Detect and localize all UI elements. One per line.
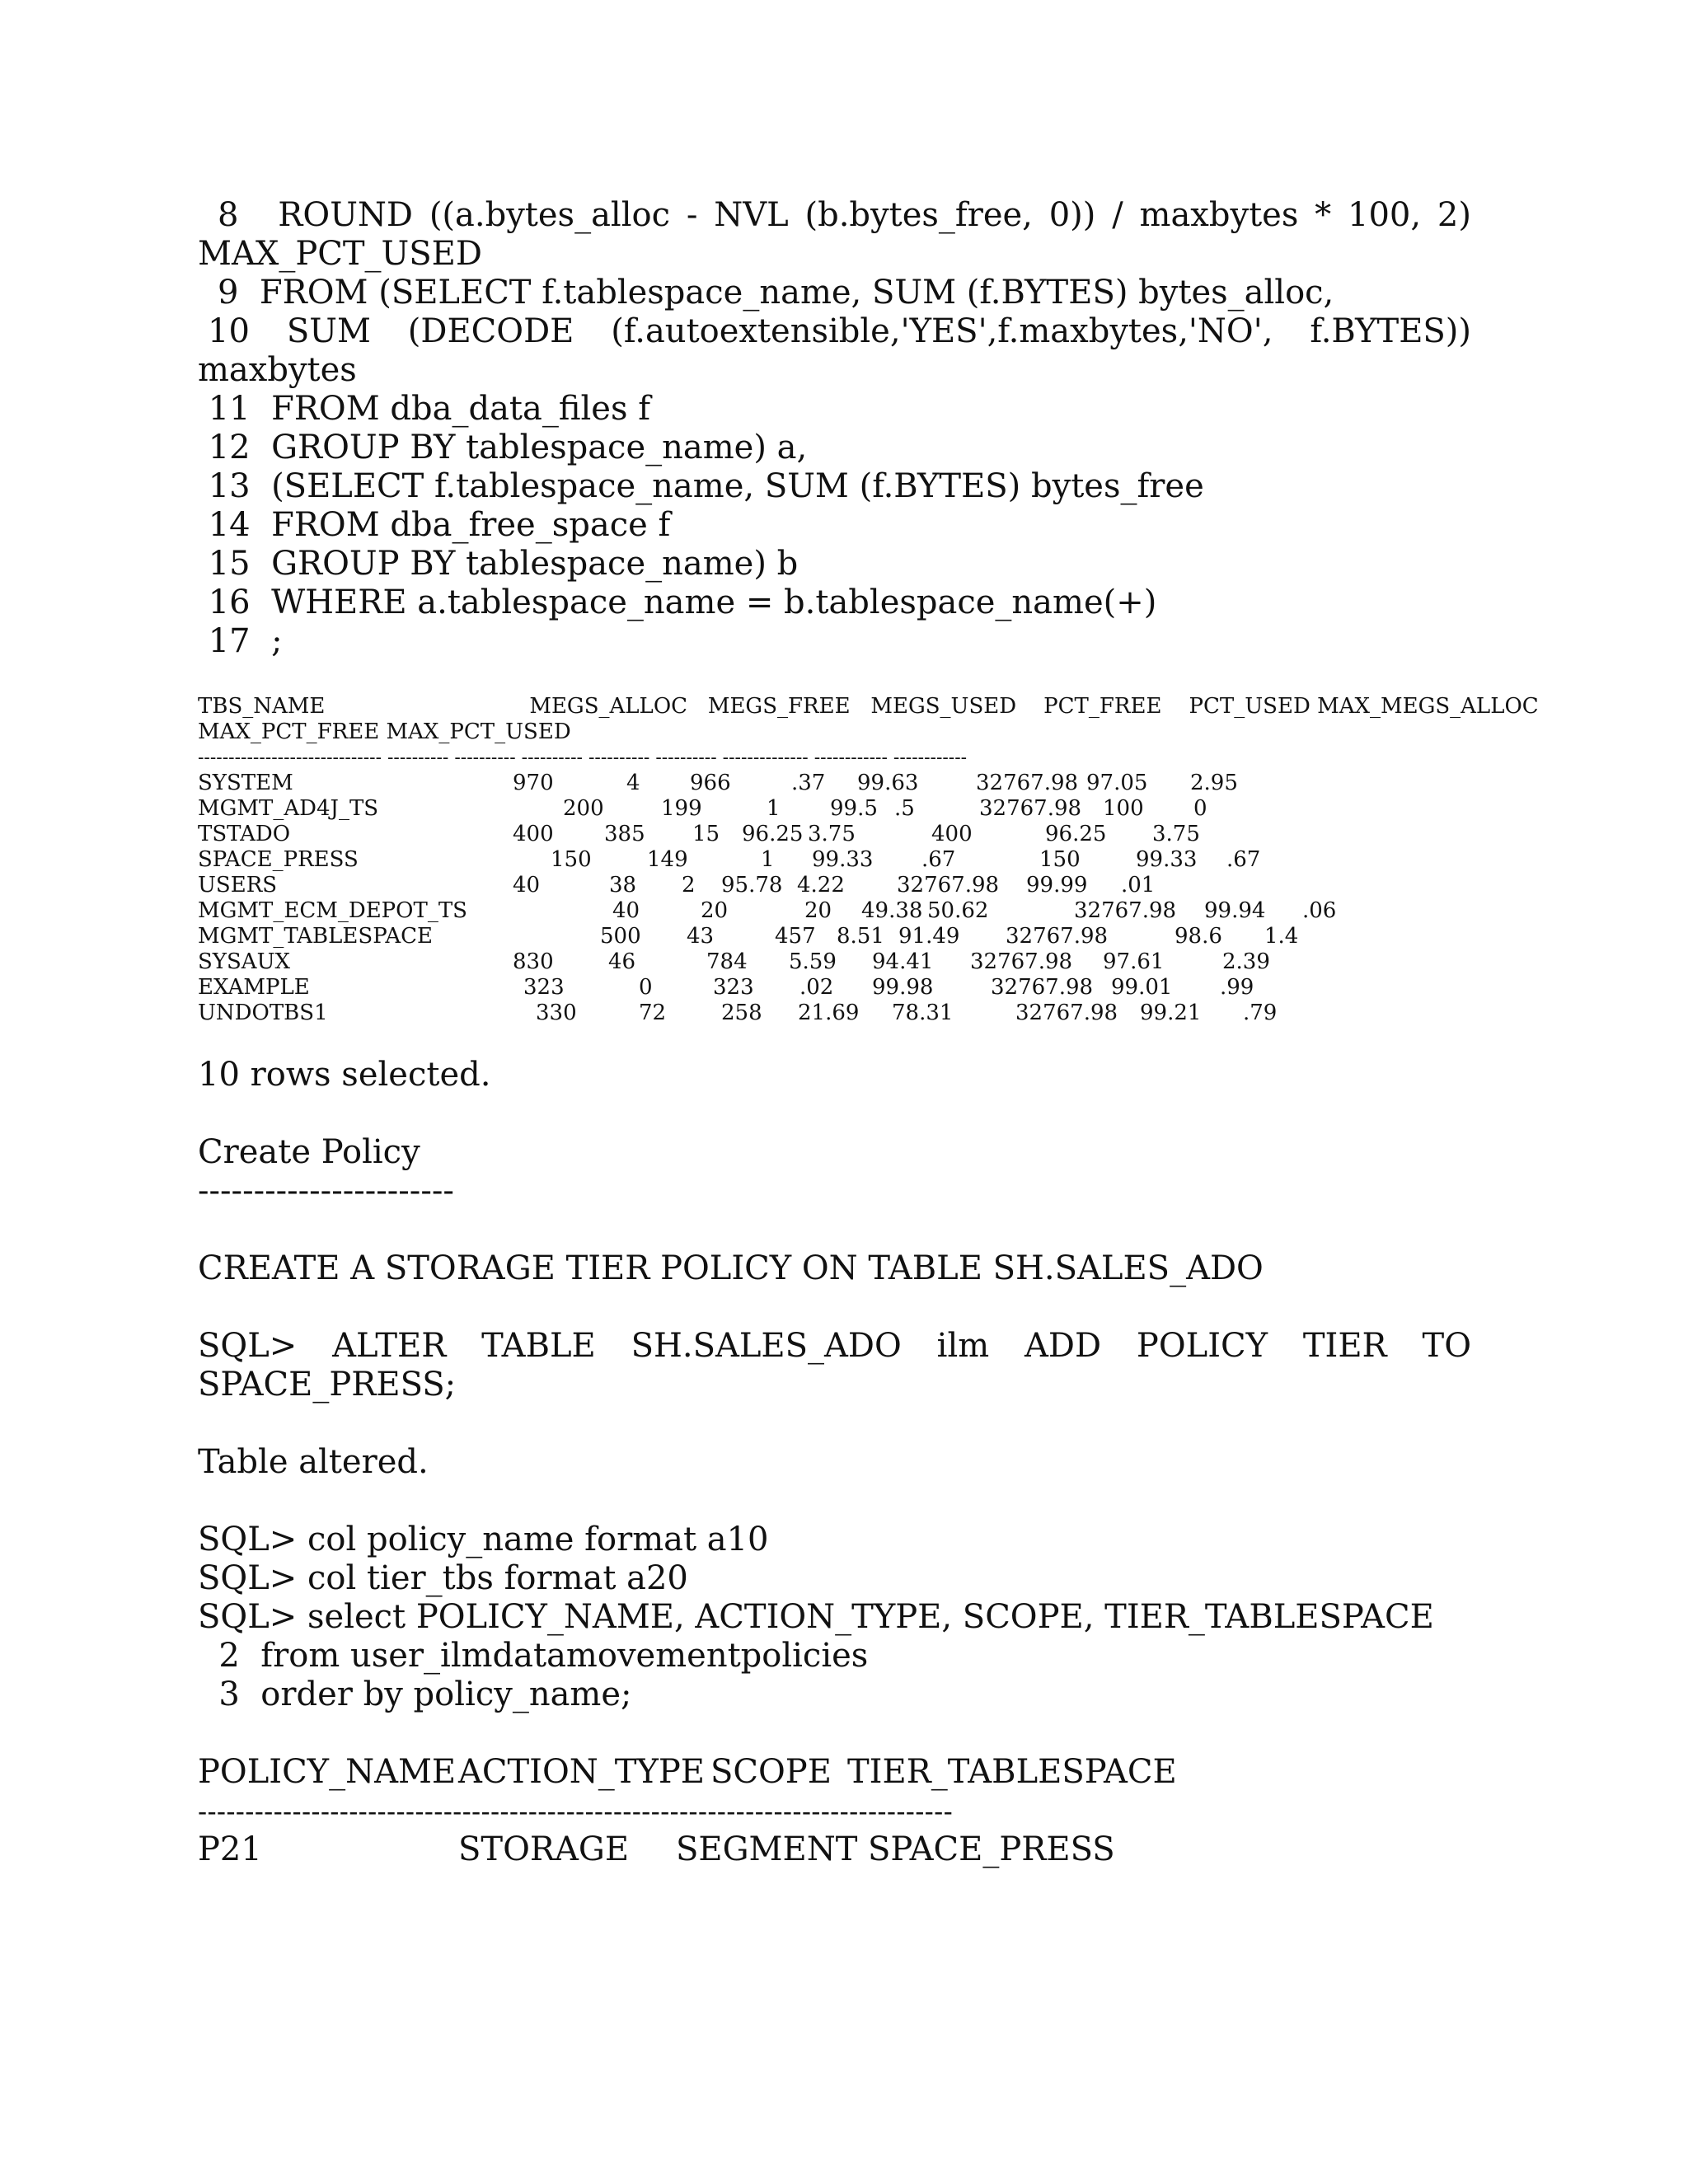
- sql-line-10: 10 SUM (DECODE (f.autoextensible,'YES',f.maxbytes,'NO', f.BYTES)): [208, 312, 1471, 350]
- cell-value: 32767.98: [979, 796, 1082, 821]
- cell-value: 96.25: [1045, 822, 1107, 846]
- cell-value: 32767.98: [976, 771, 1079, 795]
- cell-value: 830: [513, 949, 554, 974]
- cell-value: 966: [690, 771, 731, 795]
- cell-value: 400: [513, 822, 554, 846]
- cell-value: 49.38: [861, 898, 923, 923]
- cell-value: .67: [1226, 847, 1261, 872]
- sql-line-9: 9 FROM (SELECT f.tablespace_name, SUM (f.BYTES) bytes_alloc,: [218, 274, 1334, 312]
- cell-value: .06: [1302, 898, 1337, 923]
- cell-value: 20: [701, 898, 729, 923]
- cell-value: 200: [563, 796, 604, 821]
- cell-value: 258: [721, 1001, 762, 1025]
- document-page: [198, 196, 1539, 1869]
- cell-value: 72: [639, 1001, 667, 1025]
- cell-value: .01: [1121, 873, 1156, 898]
- alter-result: Table altered.: [198, 1443, 429, 1481]
- table-header-line-1: TBS_NAME MEGS_ALLOC MEGS_FREE MEGS_USED PCT_FREE PCT_USED MAX_MEGS_ALLOC: [198, 694, 1539, 719]
- cell-tbs-name: MGMT_TABLESPACE: [198, 924, 433, 949]
- cell-value: 78.31: [892, 1001, 954, 1025]
- cell-tbs-name: EXAMPLE: [198, 975, 310, 1000]
- cell-value: 99.98: [872, 975, 934, 1000]
- section-title: Create Policy: [198, 1133, 420, 1171]
- rows-selected-text: 10 rows selected.: [198, 1056, 491, 1094]
- cell-value: 99.99: [1026, 873, 1088, 898]
- cell-value: 96.25: [742, 822, 804, 846]
- cell-value: 15: [692, 822, 720, 846]
- sql-line: 3 order by policy_name;: [198, 1675, 632, 1713]
- cell-value: 323: [523, 975, 565, 1000]
- cell-value: 50.62: [927, 898, 989, 923]
- cell-value: 100: [1103, 796, 1144, 821]
- cell-value: 970: [513, 771, 554, 795]
- cell-value: 95.78: [721, 873, 783, 898]
- cell-value: 99.21: [1140, 1001, 1202, 1025]
- cell-value: 98.6: [1175, 924, 1222, 949]
- table-row: [198, 898, 1471, 924]
- cell-tbs-name: USERS: [198, 873, 278, 898]
- cell-value: .67: [921, 847, 956, 872]
- cell-value: 3.75: [1152, 822, 1200, 846]
- cell-value: 2: [682, 873, 696, 898]
- sql-line: SQL> select POLICY_NAME, ACTION_TYPE, SCOPE, TIER_TABLESPACE: [198, 1598, 1434, 1636]
- cell-value: 97.61: [1103, 949, 1165, 974]
- table-separator: ------------------------------ ---------- ---------- ---------- ---------- ---------- -------------- ------------ ------------: [198, 748, 968, 768]
- policy-table-header: [198, 1753, 1471, 1792]
- cell-value: .79: [1243, 1001, 1278, 1025]
- sql-line-17: 17 ;: [208, 622, 283, 660]
- cell-value: 32767.98: [991, 975, 1094, 1000]
- col-header-action-type: ACTION_TYPE: [458, 1753, 705, 1791]
- cell-value: 99.01: [1111, 975, 1173, 1000]
- sql-line-8: 8 ROUND ((a.bytes_alloc - NVL (b.bytes_free, 0)) / maxbytes * 100, 2): [218, 196, 1471, 234]
- table-body: [198, 771, 1471, 1026]
- col-header-tier-tablespace: TIER_TABLESPACE: [847, 1753, 1177, 1791]
- sql-line-15: 15 GROUP BY tablespace_name) b: [208, 545, 799, 583]
- table-row: [198, 949, 1471, 975]
- tablespace-table: [198, 694, 1539, 1026]
- cell-tbs-name: TSTADO: [198, 822, 291, 846]
- sql-line-16: 16 WHERE a.tablespace_name = b.tablespace_name(+): [208, 583, 1157, 621]
- cell-value: 91.49: [898, 924, 960, 949]
- cell-value: 4: [626, 771, 640, 795]
- cell-value: 199: [661, 796, 702, 821]
- section-underline: -----------------------: [198, 1172, 454, 1210]
- sql-line: 2 from user_ilmdatamovementpolicies: [198, 1637, 869, 1675]
- cell-value: 400: [931, 822, 973, 846]
- section-description: CREATE A STORAGE TIER POLICY ON TABLE SH.SALES_ADO: [198, 1249, 1264, 1287]
- cell-value: 1: [767, 796, 781, 821]
- table-row: [198, 771, 1471, 796]
- cell-tbs-name: MGMT_AD4J_TS: [198, 796, 379, 821]
- cell-value: 2.95: [1190, 771, 1238, 795]
- cell-value: 46: [608, 949, 636, 974]
- cell-value: .99: [1220, 975, 1254, 1000]
- cell-value: 43: [687, 924, 715, 949]
- alter-statement-line-1: SQL> ALTER TABLE SH.SALES_ADO ilm ADD POLICY TIER TO: [198, 1327, 1471, 1365]
- cell-value: 8.51: [837, 924, 884, 949]
- cell-value: 32767.98: [1074, 898, 1177, 923]
- cell-value: 457: [775, 924, 816, 949]
- policy-table-separator: --------------------------------------------------------------------------------: [198, 1795, 954, 1827]
- cell-value: 5.59: [789, 949, 837, 974]
- cell-value: .37: [791, 771, 826, 795]
- cell-tbs-name: MGMT_ECM_DEPOT_TS: [198, 898, 467, 923]
- cell-value: 99.94: [1204, 898, 1266, 923]
- cell-value: 2.39: [1222, 949, 1270, 974]
- cell-value: 149: [647, 847, 688, 872]
- cell-value: 330: [536, 1001, 577, 1025]
- cell-value: 32767.98: [1006, 924, 1109, 949]
- cell-value: 99.33: [812, 847, 874, 872]
- cell-tbs-name: UNDOTBS1: [198, 1001, 328, 1025]
- alter-statement-line-2: SPACE_PRESS;: [198, 1366, 457, 1404]
- cell-value: 150: [1039, 847, 1081, 872]
- table-row: [198, 1830, 1471, 1869]
- table-row: [198, 975, 1471, 1001]
- sql-listing-continued: [198, 196, 1471, 661]
- table-row: [198, 847, 1471, 873]
- cell-value: 38: [609, 873, 637, 898]
- cell-value: 0: [639, 975, 653, 1000]
- cell-value: 32767.98: [1015, 1001, 1118, 1025]
- cell-value: 97.05: [1086, 771, 1148, 795]
- cell-value: 40: [612, 898, 640, 923]
- sql-line: SQL> col policy_name format a10: [198, 1521, 769, 1558]
- cell-policy-name: P21: [198, 1830, 262, 1868]
- sql-line-10-cont: maxbytes: [198, 351, 357, 389]
- cell-tbs-name: SPACE_PRESS: [198, 847, 359, 872]
- cell-tbs-name: SYSAUX: [198, 949, 290, 974]
- cell-value: 94.41: [872, 949, 934, 974]
- cell-value: 323: [713, 975, 754, 1000]
- cell-value: .02: [799, 975, 834, 1000]
- cell-tier-tablespace: SPACE_PRESS: [868, 1830, 1115, 1868]
- cell-scope: SEGMENT: [676, 1830, 858, 1868]
- table-row: [198, 873, 1471, 898]
- cell-value: 1.4: [1264, 924, 1299, 949]
- cell-value: 99.63: [857, 771, 919, 795]
- cell-value: 4.22: [797, 873, 845, 898]
- table-row: [198, 1001, 1471, 1026]
- col-header-scope: SCOPE: [710, 1753, 832, 1791]
- cell-value: 385: [604, 822, 645, 846]
- cell-value: 40: [513, 873, 541, 898]
- cell-value: 3.75: [808, 822, 856, 846]
- table-row: [198, 822, 1471, 847]
- table-row: [198, 796, 1471, 822]
- table-row: [198, 924, 1471, 949]
- sql-line-13: 13 (SELECT f.tablespace_name, SUM (f.BYTES) bytes_free: [208, 467, 1204, 505]
- cell-value: 500: [600, 924, 641, 949]
- cell-value: 150: [551, 847, 592, 872]
- sql-line-12: 12 GROUP BY tablespace_name) a,: [208, 429, 808, 466]
- sql-line-11: 11 FROM dba_data_files f: [208, 390, 651, 428]
- sql-listing-policy-query: [198, 1521, 1471, 1714]
- sql-line-8-cont: MAX_PCT_USED: [198, 235, 482, 273]
- sql-line: SQL> col tier_tbs format a20: [198, 1559, 688, 1597]
- cell-value: 32767.98: [970, 949, 1073, 974]
- cell-value: 21.69: [798, 1001, 860, 1025]
- cell-value: 32767.98: [897, 873, 1000, 898]
- cell-value: 1: [761, 847, 775, 872]
- cell-value: 0: [1193, 796, 1207, 821]
- table-header-line-2: MAX_PCT_FREE MAX_PCT_USED: [198, 719, 571, 744]
- cell-value: 784: [706, 949, 748, 974]
- cell-value: 99.33: [1136, 847, 1198, 872]
- cell-value: .5: [894, 796, 915, 821]
- cell-value: 99.5: [830, 796, 878, 821]
- sql-line-14: 14 FROM dba_free_space f: [208, 506, 671, 544]
- col-header-policy-name: POLICY_NAME: [198, 1753, 457, 1791]
- cell-value: 20: [804, 898, 832, 923]
- cell-action-type: STORAGE: [458, 1830, 630, 1868]
- policy-table: [198, 1753, 1471, 1869]
- cell-tbs-name: SYSTEM: [198, 771, 293, 795]
